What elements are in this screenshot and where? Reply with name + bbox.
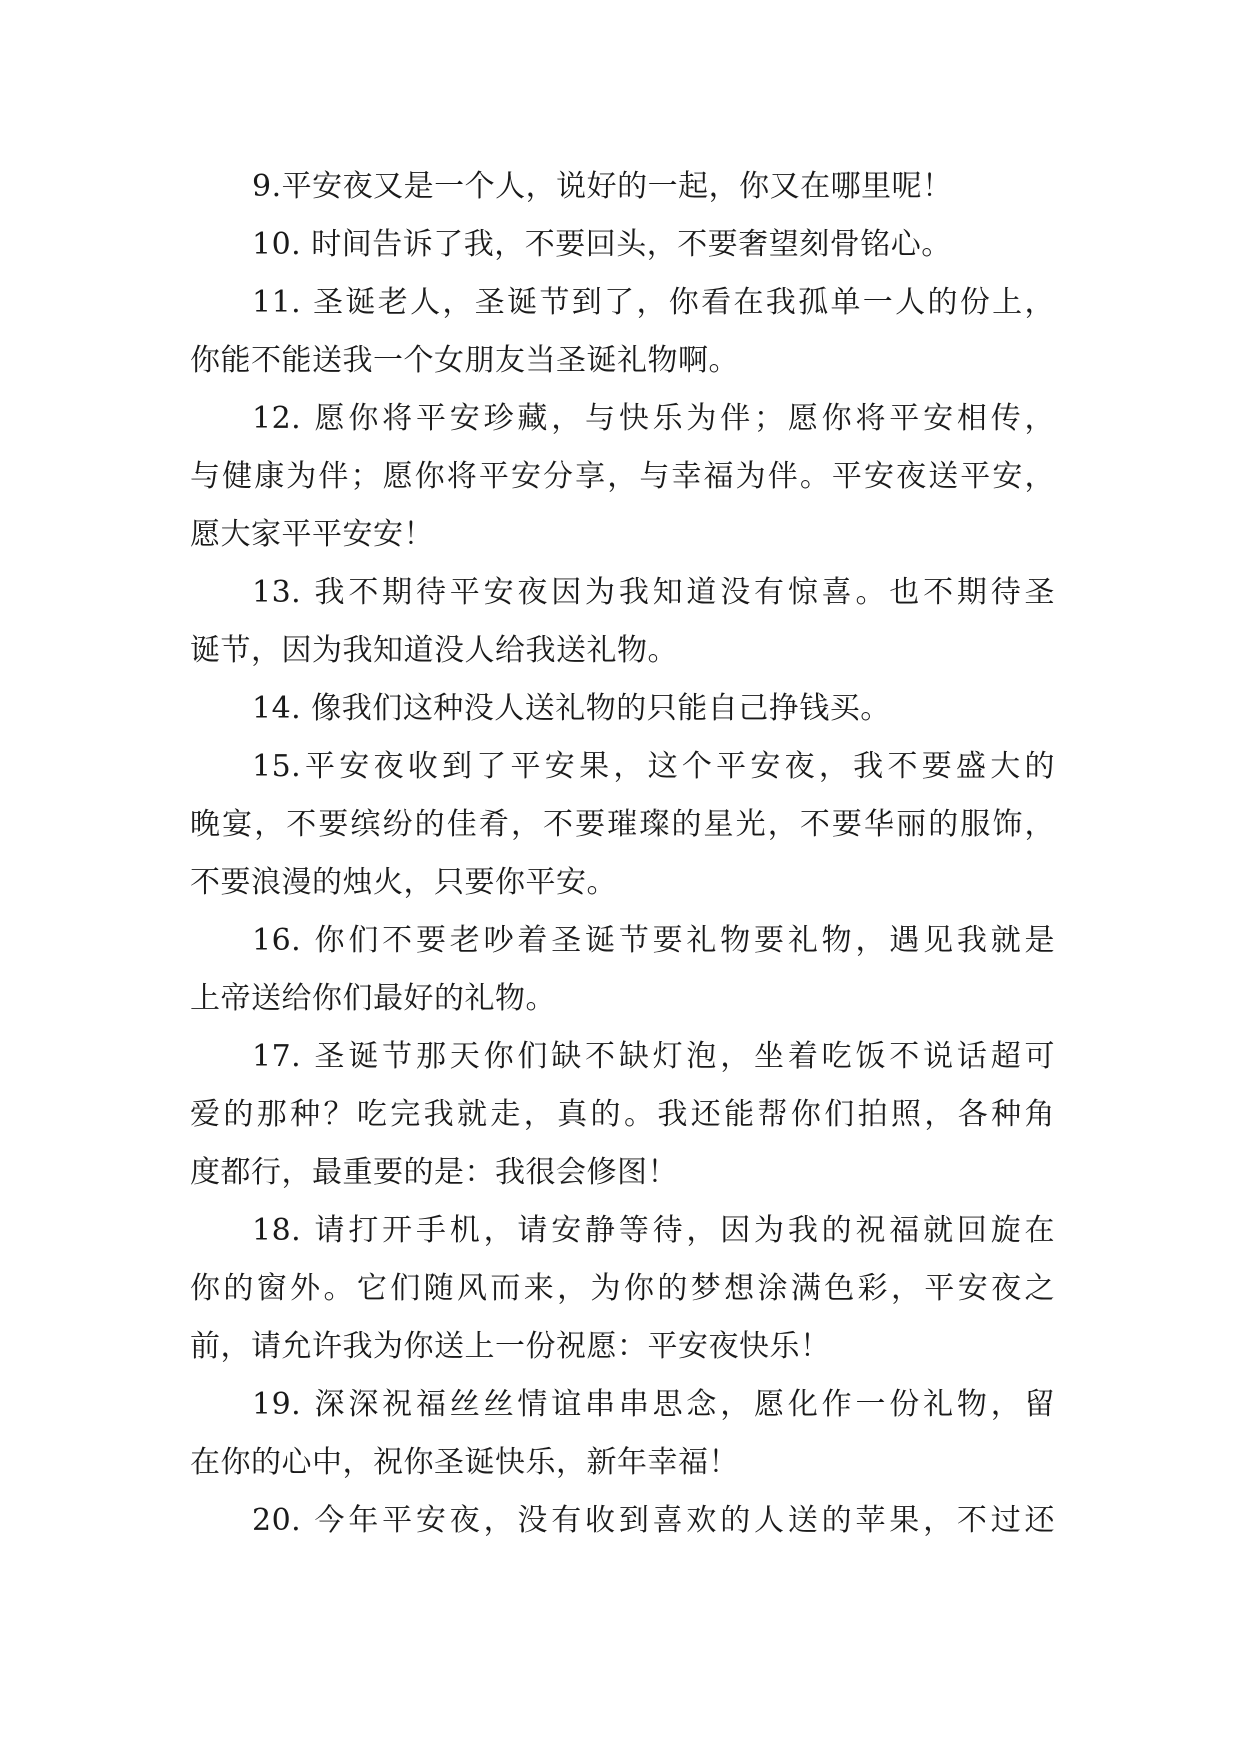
paragraph-18 (190, 1202, 1055, 1376)
text-line: 度都行，最重要的是：我很会修图！ (190, 1155, 678, 1190)
text-line: 13. 我不期待平安夜因为我知道没有惊喜。也不期待圣 (252, 575, 1055, 610)
paragraph-10 (190, 216, 1055, 274)
text-line: 10. 时间告诉了我，不要回头，不要奢望刻骨铭心。 (252, 227, 952, 262)
paragraph-16 (190, 912, 1055, 1028)
text-line: 与健康为伴；愿你将平安分享，与幸福为伴。平安夜送平安， (190, 459, 1055, 494)
paragraph-12 (190, 390, 1055, 564)
text-line: 前，请允许我为你送上一份祝愿：平安夜快乐！ (190, 1329, 831, 1364)
text-line: 你能不能送我一个女朋友当圣诞礼物啊。 (190, 343, 739, 378)
paragraph-19 (190, 1376, 1055, 1492)
paragraph-13 (190, 564, 1055, 680)
text-line: 晚宴，不要缤纷的佳肴，不要璀璨的星光，不要华丽的服饰， (190, 807, 1055, 842)
text-line: 20. 今年平安夜，没有收到喜欢的人送的苹果，不过还 (252, 1503, 1055, 1538)
text-line: 不要浪漫的烛火，只要你平安。 (190, 865, 617, 900)
text-line: 18. 请打开手机，请安静等待，因为我的祝福就回旋在 (252, 1213, 1055, 1248)
text-line: 14. 像我们这种没人送礼物的只能自己挣钱买。 (252, 691, 891, 726)
paragraph-15 (190, 738, 1055, 912)
text-line: 19. 深深祝福丝丝情谊串串思念，愿化作一份礼物，留 (252, 1387, 1055, 1422)
document-body (190, 158, 1055, 1550)
text-line: 12. 愿你将平安珍藏，与快乐为伴；愿你将平安相传， (252, 401, 1055, 436)
paragraph-17 (190, 1028, 1055, 1202)
text-line: 15.平安夜收到了平安果，这个平安夜，我不要盛大的 (252, 749, 1055, 784)
text-line: 上帝送给你们最好的礼物。 (190, 981, 556, 1016)
paragraph-11 (190, 274, 1055, 390)
paragraph-9 (190, 158, 1055, 216)
text-line: 在你的心中，祝你圣诞快乐，新年幸福！ (190, 1445, 739, 1480)
text-line: 诞节，因为我知道没人给我送礼物。 (190, 633, 678, 668)
paragraph-14 (190, 680, 1055, 738)
text-line: 17. 圣诞节那天你们缺不缺灯泡，坐着吃饭不说话超可 (252, 1039, 1055, 1074)
text-line: 16. 你们不要老吵着圣诞节要礼物要礼物，遇见我就是 (252, 923, 1055, 958)
text-line: 愿大家平平安安！ (190, 517, 434, 552)
text-line: 爱的那种？吃完我就走，真的。我还能帮你们拍照，各种角 (190, 1097, 1055, 1132)
paragraph-20 (190, 1492, 1055, 1550)
text-line: 11. 圣诞老人，圣诞节到了，你看在我孤单一人的份上， (252, 285, 1055, 320)
text-line: 9.平安夜又是一个人，说好的一起，你又在哪里呢！ (252, 169, 953, 204)
text-line: 你的窗外。它们随风而来，为你的梦想涂满色彩，平安夜之 (190, 1271, 1055, 1306)
